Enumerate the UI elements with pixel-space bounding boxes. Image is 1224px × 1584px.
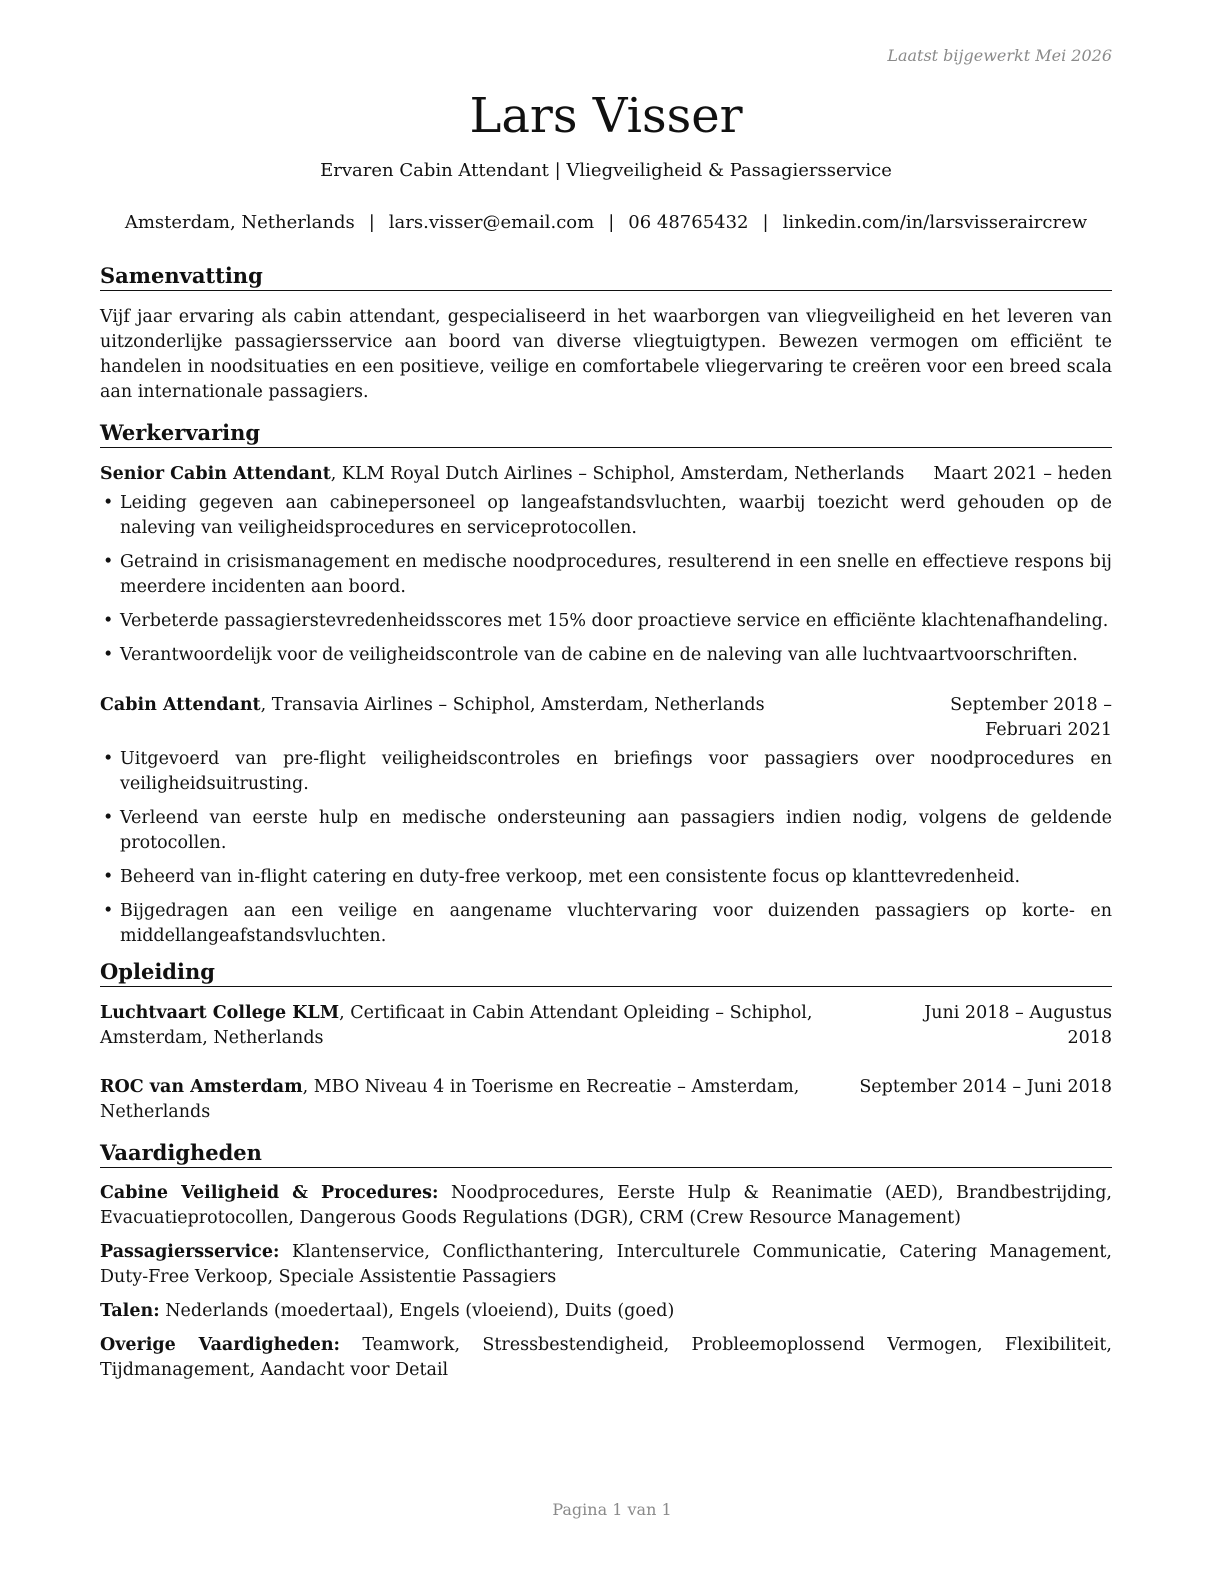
- skill-line: [100, 1240, 1112, 1290]
- skill-label: Talen:: [100, 1301, 160, 1321]
- job-bullet: • Getraind in crisismanagement en medische noodprocedures, resulterend in een snelle en effectieve respons bij meerdere incidenten aan boord.: [100, 550, 1112, 600]
- education-school: Luchtvaart College KLM: [100, 1003, 340, 1023]
- job-title: Cabin Attendant: [100, 695, 261, 715]
- job-dates: Maart 2021 – heden: [933, 464, 1112, 484]
- education-dates: Juni 2018 – Augustus 2018: [924, 1003, 1112, 1048]
- job-bullet: • Leiding gegeven aan cabinepersoneel op langeafstandsvluchten, waarbij toezicht werd gehouden op de naleving van veiligheidsprocedures en serviceprotocollen.: [100, 491, 1112, 541]
- job-entry: [100, 693, 1112, 949]
- page-footer: Pagina 1 van 1: [552, 1500, 672, 1519]
- education-detail: , Certificaat in Cabin Attendant Opleiding – Schiphol, Amsterdam, Netherlands: [100, 1003, 813, 1048]
- contact-email[interactable]: lars.visser@email.com: [388, 212, 595, 233]
- last-updated: Laatst bijgewerkt Mei 2026: [887, 46, 1112, 65]
- skill-label: Overige Vaardigheden:: [100, 1335, 341, 1355]
- contact-separator: |: [368, 212, 375, 233]
- skill-text: Nederlands (moedertaal), Engels (vloeiend), Duits (goed): [159, 1301, 675, 1321]
- contact-phone: 06 48765432: [628, 212, 749, 233]
- skill-line: [100, 1181, 1112, 1231]
- skill-line: [100, 1299, 1112, 1324]
- resume-page: [100, 40, 1112, 1383]
- job-bullet: • Uitgevoerd van pre-flight veiligheidscontroles en briefings voor passagiers over noodprocedures en veiligheidsuitrusting.: [100, 747, 1112, 797]
- skill-text: Teamwork, Stressbestendigheid, Probleemoplossend Vermogen, Flexibiliteit, Tijdmanagement, Aandacht voor Detail: [100, 1335, 1112, 1380]
- education-entry: [100, 1001, 1112, 1051]
- job-dates: September 2018 – Februari 2021: [950, 695, 1112, 740]
- candidate-name: Lars Visser: [469, 88, 743, 144]
- skill-label: Cabine Veiligheid & Procedures:: [100, 1183, 439, 1203]
- skill-label: Passagiersservice:: [100, 1242, 280, 1262]
- contact-separator: |: [608, 212, 615, 233]
- education-school: ROC van Amsterdam: [100, 1077, 303, 1097]
- job-bullet: • Verbeterde passagierstevredenheidsscores met 15% door proactieve service en efficiënte klachtenafhandeling.: [100, 609, 1112, 634]
- job-bullets: [100, 491, 1112, 668]
- contact-separator: |: [762, 212, 769, 233]
- job-title: Senior Cabin Attendant: [100, 464, 331, 484]
- job-bullets: [100, 747, 1112, 949]
- section-title-skills: Vaardigheden: [100, 1139, 1112, 1168]
- job-bullet: • Verleend van eerste hulp en medische ondersteuning aan passagiers indien nodig, volgens de geldende protocollen.: [100, 806, 1112, 856]
- skill-text: Klantenservice, Conflicthantering, Interculturele Communicatie, Catering Management, Duty-Free Verkoop, Speciale Assistentie Passagiers: [100, 1242, 1112, 1287]
- education-detail: , MBO Niveau 4 in Toerisme en Recreatie – Amsterdam, Netherlands: [100, 1077, 800, 1122]
- job-company: , Transavia Airlines – Schiphol, Amsterdam, Netherlands: [260, 695, 765, 715]
- contact-line: [100, 210, 1112, 236]
- education-entry: [100, 1075, 1112, 1125]
- summary-text: Vijf jaar ervaring als cabin attendant, gespecialiseerd in het waarborgen van vliegveiligheid en het leveren van uitzonderlijke passagiersservice aan boord van diverse vliegtuigtypen. Bewezen vermogen om efficiënt te handelen in noodsituaties en een positieve, veilige en comfortabele vliegervaring te creëren voor een breed scala aan internationale passagiers.: [100, 307, 1112, 402]
- job-entry: [100, 462, 1112, 668]
- skill-text: Noodprocedures, Eerste Hulp & Reanimatie (AED), Brandbestrijding, Evacuatieprotocollen, Dangerous Goods Regulations (DGR), CRM (Crew Resource Management): [100, 1183, 1112, 1228]
- skill-line: [100, 1333, 1112, 1383]
- section-title-education: Opleiding: [100, 958, 1112, 987]
- job-bullet: • Beheerd van in-flight catering en duty-free verkoop, met een consistente focus op klanttevredenheid.: [100, 865, 1112, 890]
- contact-linkedin[interactable]: linkedin.com/in/larsvisseraircrew: [782, 212, 1088, 233]
- job-bullet: • Verantwoordelijk voor de veiligheidscontrole van de cabine en de naleving van alle luchtvaartvoorschriften.: [100, 643, 1112, 668]
- job-header: [100, 462, 1112, 487]
- job-bullet: • Bijgedragen aan een veilige en aangename vluchtervaring voor duizenden passagiers op korte- en middellangeafstandsvluchten.: [100, 899, 1112, 949]
- headline: Ervaren Cabin Attendant | Vliegveiligheid & Passagiersservice: [320, 160, 892, 181]
- contact-location: Amsterdam, Netherlands: [124, 212, 355, 233]
- education-dates: September 2014 – Juni 2018: [859, 1077, 1112, 1097]
- section-title-summary: Samenvatting: [100, 262, 1112, 291]
- job-header: [100, 693, 1112, 743]
- section-title-work: Werkervaring: [100, 419, 1112, 448]
- job-company: , KLM Royal Dutch Airlines – Schiphol, Amsterdam, Netherlands: [330, 464, 905, 484]
